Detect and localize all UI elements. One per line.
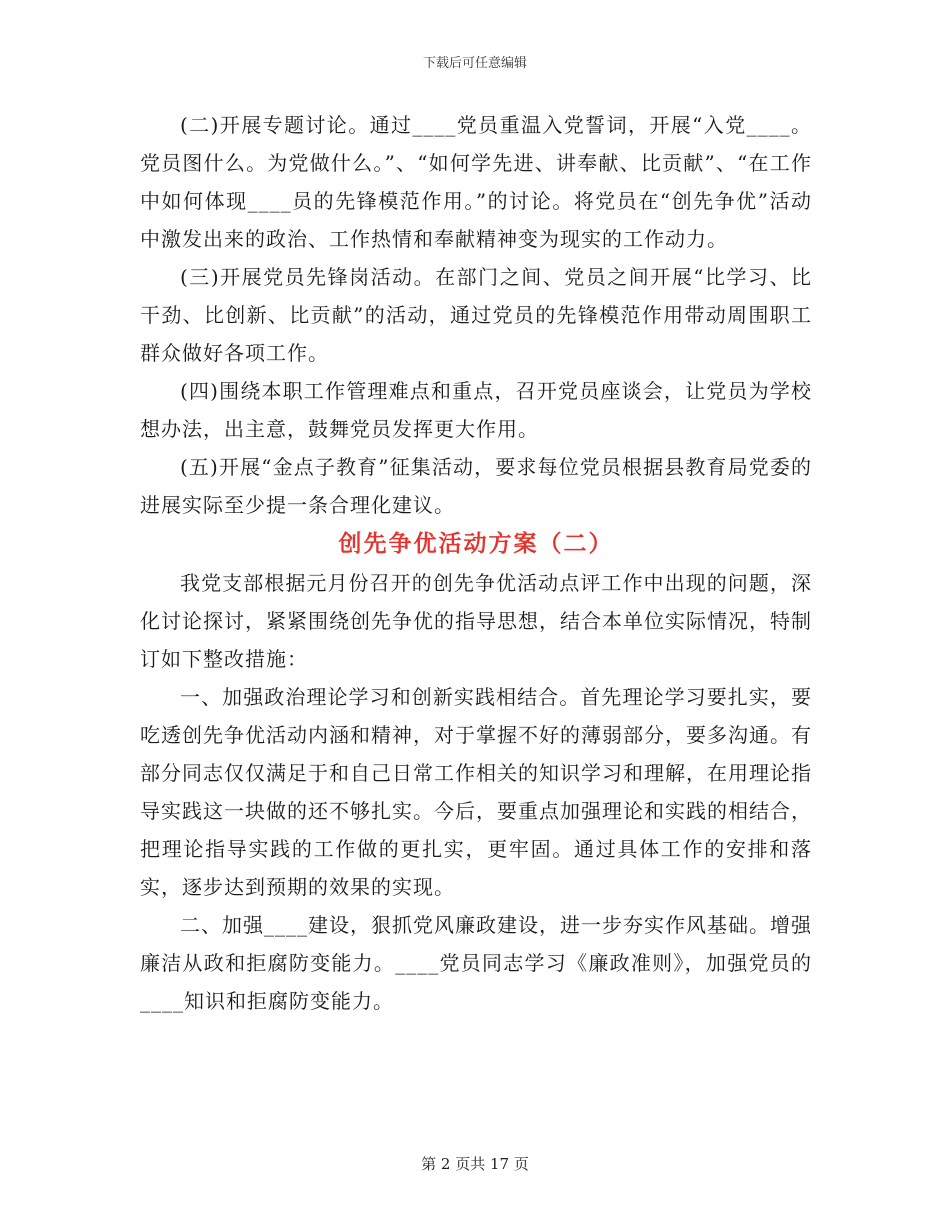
paragraph-symposium: (四)围绕本职工作管理难点和重点，召开党员座谈会，让党员为学校想办法，出主意，鼓舞党员发挥更大作用。 (140, 379, 812, 441)
paragraph-golden-ideas: (五)开展“金点子教育”征集活动，要求每位党员根据县教育局党委的进展实际至少提一条合理化建议。 (140, 455, 812, 517)
page-header: 下载后可任意编辑 (422, 56, 527, 71)
page-footer: 第 2 页共 17 页 (421, 1155, 529, 1173)
paragraph-measure-two: 二、加强____建设，狠抓党风廉政建设，进一步夯实作风基础。增强廉洁从政和拒腐防变能力。____党员同志学习《廉政准则》，加强党员的____知识和拒腐防变能力。 (140, 913, 812, 1013)
section-title: 创先争优活动方案（二） (338, 530, 614, 557)
paragraph-vanguard-post: (三)开展党员先锋岗活动。在部门之间、党员之间开展“比学习、比干劲、比创新、比贡献”的活动，通过党员的先锋模范作用带动周围职工群众做好各项工作。 (140, 265, 812, 365)
document-body (140, 106, 812, 1020)
paragraph-measure-one: 一、加强政治理论学习和创新实践相结合。首先理论学习要扎实，要吃透创先争优活动内涵和精神，对于掌握不好的薄弱部分，要多沟通。有部分同志仅仅满足于和自己日常工作相关的知识学习和理解，在用理论指导实践这一块做的还不够扎实。今后，要重点加强理论和实践的相结合，把理论指导实践的工作做的更扎实，更牢固。通过具体工作的安排和落实，逐步达到预期的效果的实现。 (140, 685, 812, 899)
paragraph-intro: 我党支部根据元月份召开的创先争优活动点评工作中出现的问题，深化讨论探讨，紧紧围绕创先争优的指导思想，结合本单位实际情况，特制订如下整改措施： (140, 571, 812, 671)
paragraph-discussion: (二)开展专题讨论。通过____党员重温入党誓词，开展“入党____。党员图什么。为党做什么。”、“如何学先进、讲奉献、比贡献”、“在工作中如何体现____员的先锋模范作用。”的讨论。将党员在“创先争优”活动中激发出来的政治、工作热情和奉献精神变为现实的工作动力。 (140, 113, 812, 251)
